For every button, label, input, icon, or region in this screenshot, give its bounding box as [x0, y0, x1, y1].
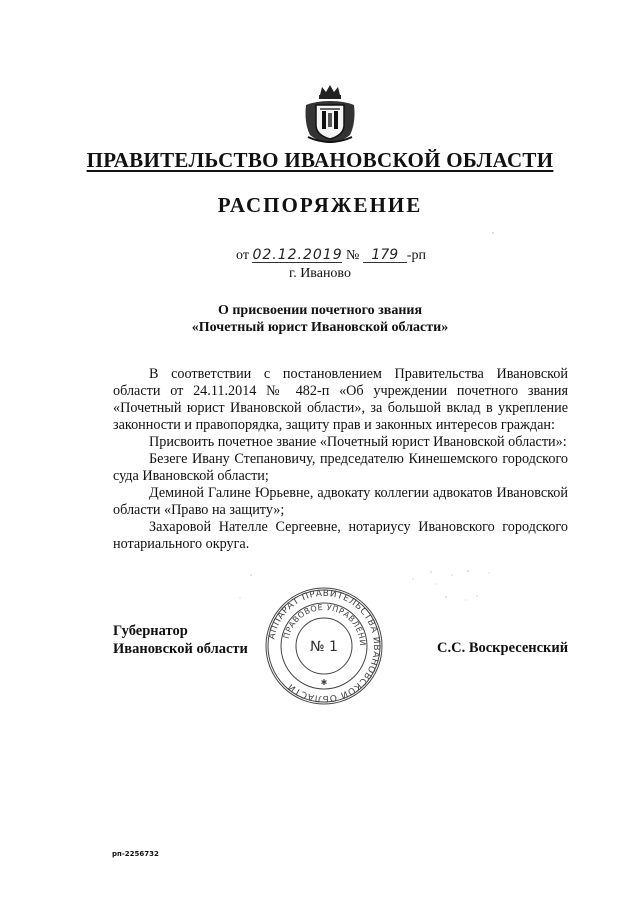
signatory-position-line-1: Губернатор [113, 623, 188, 639]
subject-line-1: О присвоении почетного звания [217, 303, 423, 318]
document-body [113, 366, 568, 553]
handwritten-date: 02.12.2019 [252, 247, 343, 263]
body-paragraph-awardee-3: Захаровой Нателле Сергеевне, нотариусу Ивановского городского нотариального округа. [113, 519, 568, 552]
date-prefix: от [236, 248, 249, 263]
number-sign: № [345, 248, 360, 263]
stamp-inner-text: ПРАВОВОЕ УПРАВЛЕНИ [281, 602, 368, 647]
official-round-stamp [263, 585, 385, 707]
body-paragraph-awardee-2: Деминой Галине Юрьевне, адвокату коллегии адвокатов Ивановской области «Право на защиту»; [113, 485, 568, 518]
svg-text:✱: ✱ [320, 678, 328, 687]
city-line: г. Иваново [289, 266, 351, 281]
signatory-name: С.С. Воскресенский [437, 640, 569, 656]
date-number-line [236, 248, 426, 264]
government-title: ПРАВИТЕЛЬСТВО ИВАНОВСКОЙ ОБЛАСТИ [86, 148, 554, 172]
body-paragraph-award: Присвоить почетное звание «Почетный юрист Ивановской области»: [149, 434, 567, 450]
registration-number: рп-2256732 [112, 850, 159, 858]
number-suffix: -рп [406, 248, 426, 263]
signatory-position [113, 622, 248, 658]
signatory-position-line-2: Ивановской области [113, 641, 248, 657]
body-paragraph-preamble: В соответствии с постановлением Правительства Ивановской области от 24.11.2014 № 482-п «Об учреждении почетного звания «Почетный юрист Ивановской области», за большой вклад в укрепление законности и правопорядка, защиту прав и законных интересов граждан: [113, 366, 568, 433]
stamp-outer-text: АППАРАТ ПРАВИТЕЛЬСТВА ИВАНОВСКОЙ ОБЛАСТИ [267, 588, 382, 704]
subject-line-2: «Почетный юрист Ивановской области» [191, 320, 449, 335]
coat-of-arms-emblem [300, 83, 360, 145]
stamp-center-number: № 1 [310, 639, 338, 655]
handwritten-number: 179 [363, 248, 407, 263]
body-paragraph-awardee-1: Безеге Ивану Степановичу, председателю Кинешемского городского суда Ивановской области; [113, 451, 568, 484]
document-type-heading: РАСПОРЯЖЕНИЕ [217, 193, 423, 217]
document-subject [0, 302, 640, 336]
